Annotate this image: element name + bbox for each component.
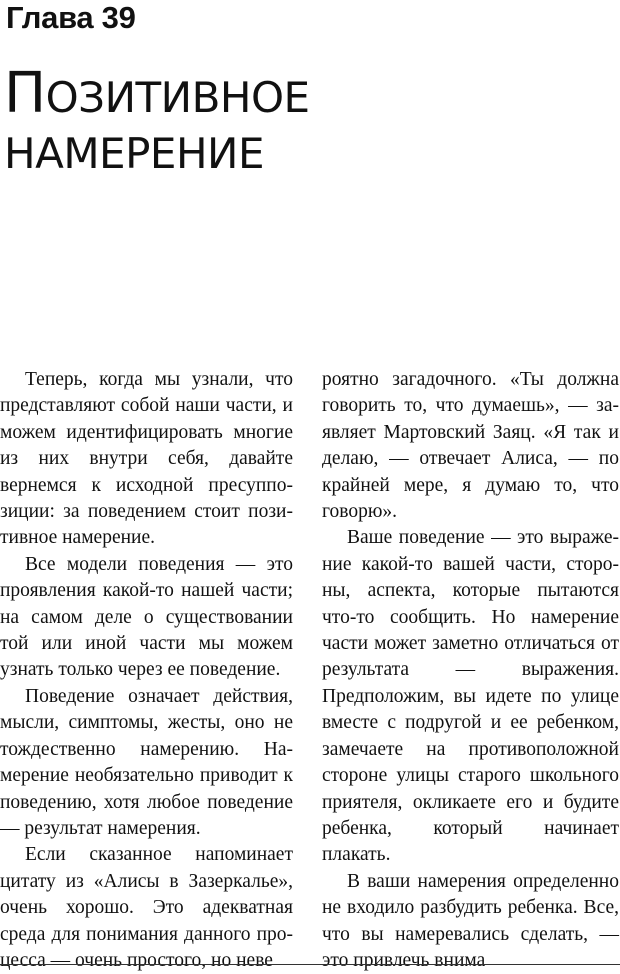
paragraph: В ваши намерения определенно не входило разбудить ребенка. Все, что вы намеревались сделать, — это привлечь внима	[322, 870, 619, 971]
chapter-title	[4, 61, 310, 178]
paragraph: Все модели поведения — это проявления какой-то нашей части; на самом деле о существовании той или иной части мы можем узнать только через ее поведение.	[0, 553, 293, 681]
paragraph: Поведение означает действия, мысли, симптомы, жесты, оно не тождественно намерению. Намерение необязательно приводит к поведению, хотя любое поведение — результат намерения.	[0, 685, 293, 839]
chapter-number: Глава 39	[6, 0, 136, 35]
title-line-1: ОЗИТИВНОЕ	[45, 73, 310, 122]
footer-rule	[0, 964, 620, 965]
paragraph-continued: роятно загадочного. «Ты должна говорить то, что думаешь», — заявляет Мартовский Заяц. «Я так и делаю, — отвечает Алиса, — по крайней мере, я думаю то, что говорю».	[322, 369, 619, 523]
text-column-left	[0, 367, 293, 974]
paragraph: Если сказанное напоминает цитату из «Алисы в Зазеркалье», очень хорошо. Это адекватная среда для понимания данного процесса — очень простого, но неве	[0, 844, 293, 971]
paragraph: Ваше поведение — это выражение какой-то вашей части, стороны, аспекта, которые пытаются что-то сообщить. Но намерение части может заметно отличаться от результата — выражения. Предположим, вы идете по улице вместе с подругой и ее ребенком, замечаете на противоположной стороне улицы старого школьного приятеля, окликаете его и будите ребенка, который начинает плакать.	[322, 527, 619, 866]
paragraph: Теперь, когда мы узнали, что представляют собой наши части, и можем идентифицировать многие из них внутри себя, давайте вернемся к исходной пресуппозиции: за поведением стоит позитивное намерение.	[0, 369, 293, 549]
text-column-right	[322, 367, 619, 974]
title-initial-letter: П	[4, 61, 46, 126]
title-line-2: НАМЕРЕНИЕ	[4, 129, 264, 178]
